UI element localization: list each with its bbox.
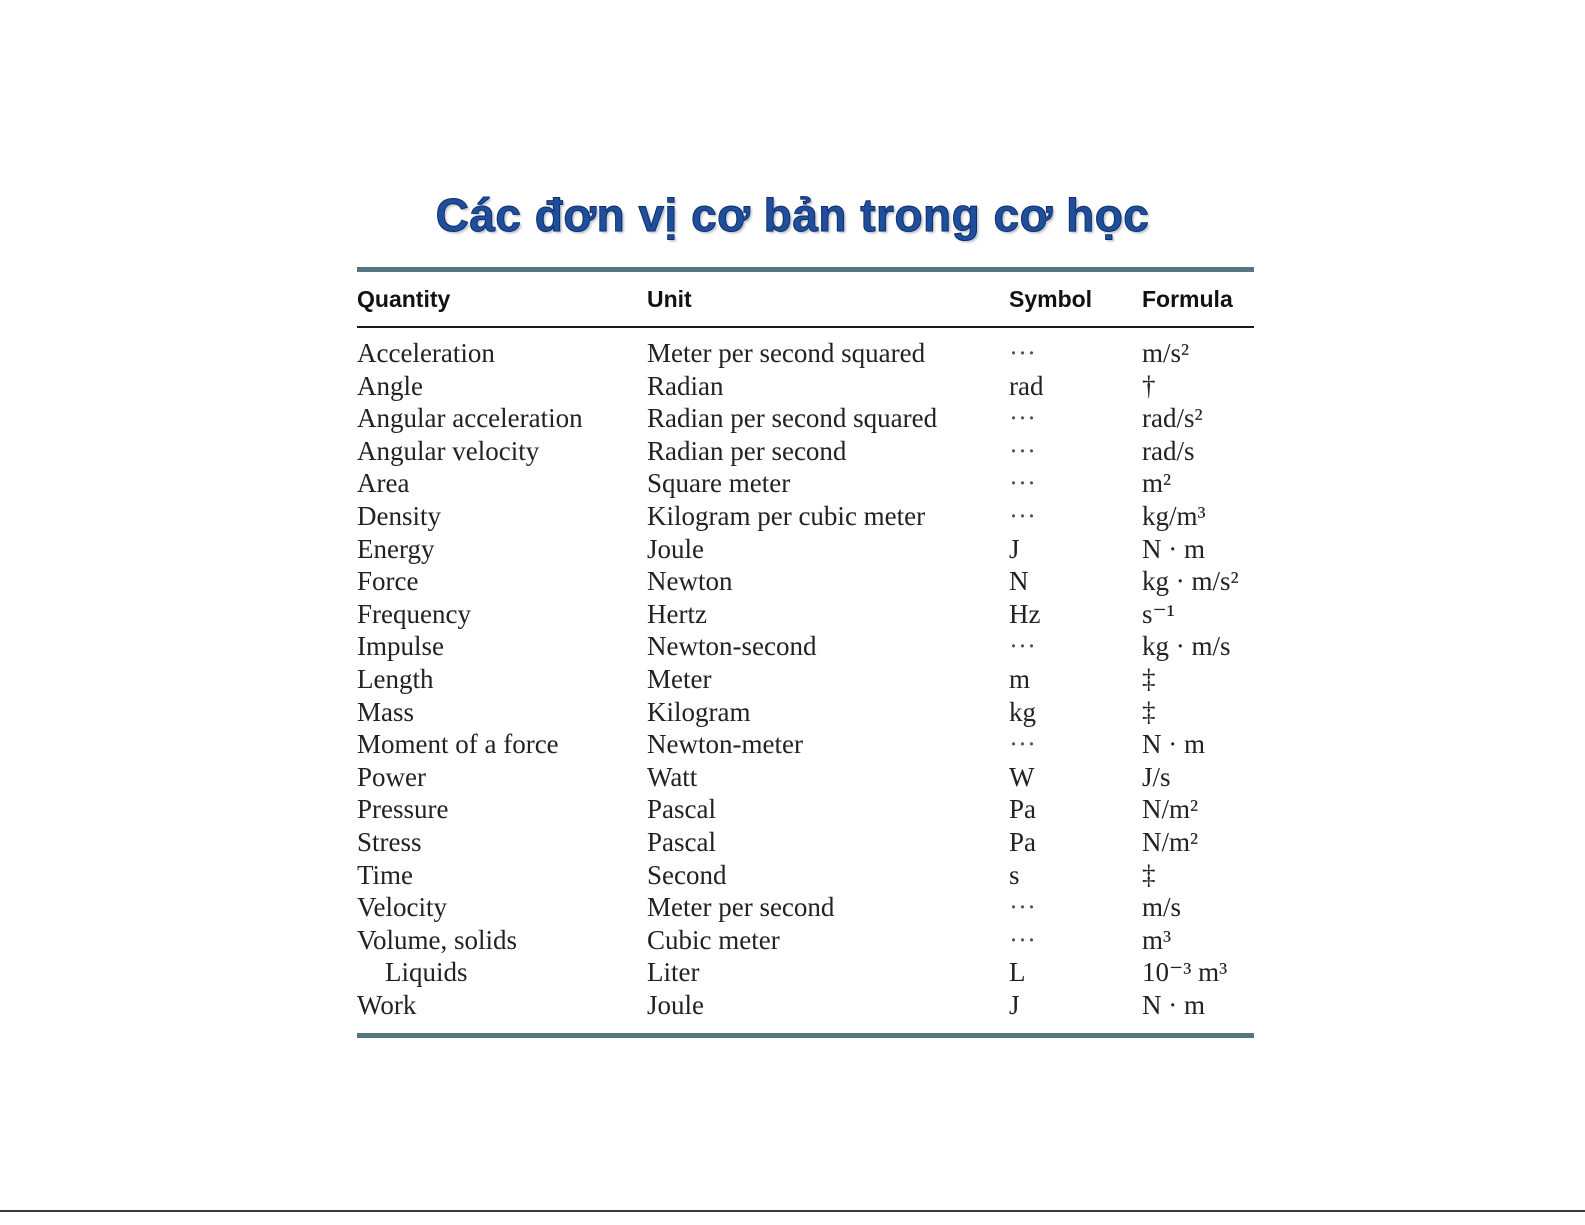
cell-quantity: Length: [357, 663, 434, 694]
table-body: [357, 328, 1254, 1033]
cell-quantity: Liquids: [385, 957, 468, 988]
cell-unit: Newton: [647, 566, 733, 597]
cell-formula: rad/s: [1142, 435, 1195, 466]
table-row: [357, 663, 1254, 696]
cell-symbol: N: [1009, 566, 1029, 597]
cell-symbol: L: [1009, 957, 1026, 988]
cell-unit: Meter per second: [647, 892, 835, 923]
cell-quantity: Frequency: [357, 598, 471, 629]
cell-quantity: Impulse: [357, 631, 444, 662]
cell-formula: ‡: [1142, 663, 1156, 694]
cell-unit: Square meter: [647, 468, 791, 499]
cell-symbol: ···: [1009, 924, 1036, 955]
cell-quantity: Acceleration: [357, 338, 495, 368]
cell-symbol: ···: [1009, 729, 1036, 760]
header-formula: Formula: [1142, 286, 1233, 312]
cell-formula: m/s: [1142, 892, 1182, 923]
header-quantity: Quantity: [357, 286, 451, 312]
table-header: [357, 272, 1254, 326]
cell-symbol: J: [1009, 533, 1020, 564]
cell-symbol: rad: [1009, 370, 1044, 401]
cell-formula: kg · m/s: [1142, 631, 1231, 662]
cell-symbol: kg: [1009, 696, 1036, 727]
cell-quantity: Energy: [357, 533, 435, 564]
cell-symbol: ···: [1009, 892, 1036, 923]
cell-formula: m/s²: [1142, 338, 1190, 368]
cell-unit: Joule: [647, 533, 704, 564]
cell-formula: s⁻¹: [1142, 598, 1175, 629]
table-row: [357, 859, 1254, 892]
cell-quantity: Density: [357, 500, 441, 531]
units-table: [357, 267, 1254, 1038]
cell-formula: ‡: [1142, 696, 1156, 727]
cell-symbol: ···: [1009, 403, 1036, 434]
cell-symbol: ···: [1009, 338, 1036, 368]
cell-unit: Watt: [647, 761, 698, 792]
cell-unit: Cubic meter: [647, 924, 780, 955]
cell-quantity: Area: [357, 468, 410, 499]
cell-formula: 10⁻³ m³: [1142, 957, 1228, 988]
cell-formula: rad/s²: [1142, 403, 1203, 434]
cell-symbol: ···: [1009, 468, 1036, 499]
table-row: [357, 793, 1254, 826]
table-row: [357, 761, 1254, 794]
cell-unit: Kilogram: [647, 696, 751, 727]
cell-unit: Meter per second squared: [647, 338, 926, 368]
page-title: Các đơn vị cơ bản trong cơ học: [435, 189, 1150, 241]
cell-symbol: ···: [1009, 435, 1036, 466]
cell-formula: †: [1142, 370, 1156, 401]
cell-symbol: ···: [1009, 500, 1036, 531]
cell-symbol: Pa: [1009, 794, 1036, 825]
cell-unit: Newton-second: [647, 631, 817, 662]
cell-quantity: Stress: [357, 826, 422, 857]
table-row: [357, 630, 1254, 663]
cell-symbol: W: [1009, 761, 1035, 792]
table-row: [357, 565, 1254, 598]
cell-unit: Pascal: [647, 794, 716, 825]
cell-unit: Radian: [647, 370, 724, 401]
table-row: [357, 826, 1254, 859]
cell-unit: Meter: [647, 663, 712, 694]
cell-quantity: Angle: [357, 370, 423, 401]
header-symbol: Symbol: [1009, 286, 1093, 312]
table-row: [357, 924, 1254, 957]
cell-unit: Newton-meter: [647, 729, 803, 760]
page-bottom-divider: [0, 1210, 1585, 1212]
cell-formula: N · m: [1142, 533, 1205, 564]
cell-unit: Kilogram per cubic meter: [647, 500, 926, 531]
cell-formula: N/m²: [1142, 826, 1199, 857]
cell-formula: kg · m/s²: [1142, 566, 1239, 597]
cell-quantity: Time: [357, 859, 414, 890]
cell-quantity: Volume, solids: [357, 924, 518, 955]
table-row: [357, 891, 1254, 924]
cell-unit: Joule: [647, 989, 704, 1020]
cell-unit: Liter: [647, 957, 700, 988]
header-unit: Unit: [647, 286, 692, 312]
cell-quantity: Mass: [357, 696, 415, 727]
cell-formula: m²: [1142, 468, 1172, 499]
cell-unit: Radian per second squared: [647, 403, 938, 434]
table-row: [357, 337, 1254, 370]
cell-unit: Second: [647, 859, 727, 890]
cell-quantity: Power: [357, 761, 426, 792]
cell-symbol: s: [1009, 859, 1020, 890]
cell-symbol: Hz: [1009, 598, 1041, 629]
cell-formula: N · m: [1142, 989, 1205, 1020]
table-row: [357, 370, 1254, 403]
table-row: [357, 467, 1254, 500]
cell-unit: Pascal: [647, 826, 716, 857]
table-row: [357, 500, 1254, 533]
cell-symbol: Pa: [1009, 826, 1036, 857]
cell-symbol: J: [1009, 989, 1020, 1020]
cell-formula: J/s: [1142, 761, 1171, 792]
cell-symbol: ···: [1009, 631, 1036, 662]
cell-unit: Hertz: [647, 598, 707, 629]
cell-formula: N · m: [1142, 729, 1205, 760]
cell-formula: kg/m³: [1142, 500, 1206, 531]
table-row: [357, 696, 1254, 729]
table-row: [357, 435, 1254, 468]
table-row: [357, 728, 1254, 761]
table-row: [357, 956, 1254, 989]
cell-quantity: Angular velocity: [357, 435, 540, 466]
cell-quantity: Work: [357, 989, 417, 1020]
cell-unit: Radian per second: [647, 435, 847, 466]
cell-formula: N/m²: [1142, 794, 1199, 825]
cell-quantity: Angular acceleration: [357, 403, 583, 434]
cell-quantity: Pressure: [357, 794, 449, 825]
table-row: [357, 402, 1254, 435]
cell-quantity: Moment of a force: [357, 729, 559, 760]
table-row: [357, 598, 1254, 631]
cell-symbol: m: [1009, 663, 1031, 694]
cell-quantity: Velocity: [357, 892, 447, 923]
cell-quantity: Force: [357, 566, 419, 597]
table-row: [357, 533, 1254, 566]
table-bottom-rule: [357, 1033, 1254, 1038]
cell-formula: m³: [1142, 924, 1172, 955]
table-row: [357, 989, 1254, 1022]
cell-formula: ‡: [1142, 859, 1156, 890]
